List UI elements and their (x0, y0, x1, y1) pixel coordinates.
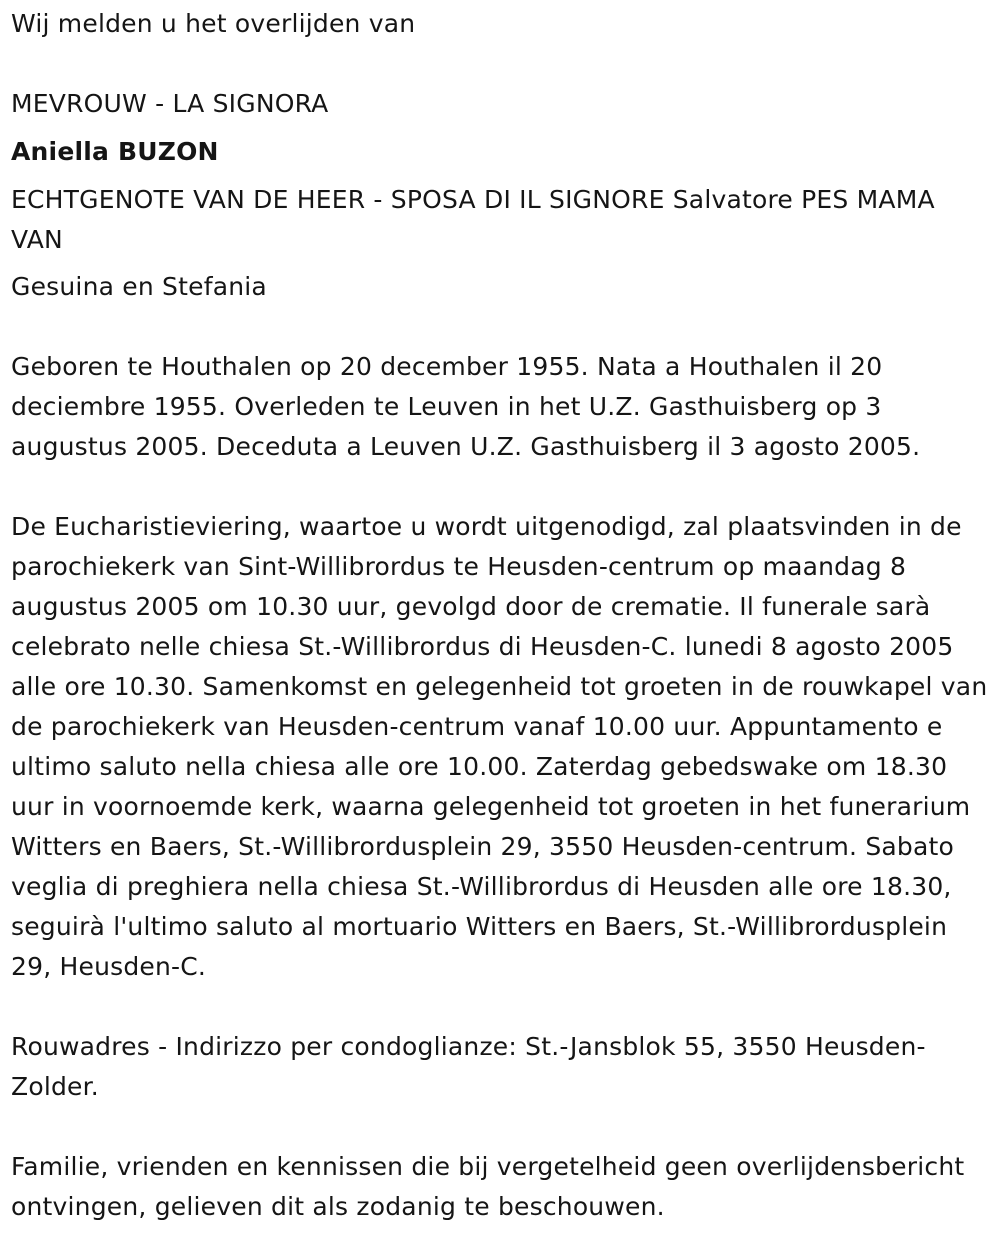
death-notice (11, 4, 991, 1227)
intro-text: Wij melden u het overlijden van (11, 9, 416, 38)
ceremony-paragraph: De Eucharistieviering, waartoe u wordt uitgenodigd, zal plaatsvinden in de parochiekerk van Sint-Willibrordus te Heusden-centrum op maandag 8 augustus 2005 om 10.30 uur, gevolgd door de crematie. Il funerale sarà celebrato nelle chiesa St.-Willibrordus di Heusden-C. lunedi 8 agosto 2005 alle ore 10.30. Samenkomst en gelegenheid tot groeten in de rouwkapel van de parochiekerk van Heusden-centrum vanaf 10.00 uur. Appuntamento e ultimo saluto nella chiesa alle ore 10.00. Zaterdag gebedswake om 18.30 uur in voornoemde kerk, waarna gelegenheid tot groeten in het funerarium Witters en Baers, St.-Willibrordusplein 29, 3550 Heusden-centrum. Sabato veglia di preghiera nella chiesa St.-Willibrordus di Heusden alle ore 18.30, seguirà l'ultimo saluto al mortuario Witters en Baers, St.-Willibrordusplein 29, Heusden-C. (11, 512, 988, 981)
birth-death-paragraph: Geboren te Houthalen op 20 december 1955. Nata a Houthalen il 20 deciembre 1955. Overleden te Leuven in het U.Z. Gasthuisberg op 3 augustus 2005. Deceduta a Leuven U.Z. Gasthuisberg il 3 agosto 2005. (11, 352, 921, 461)
spouse-text: ECHTGENOTE VAN DE HEER - SPOSA DI IL SIGNORE Salvatore PES MAMA VAN (11, 185, 935, 254)
deceased-title: MEVROUW - LA SIGNORA (11, 89, 329, 118)
deceased-name: Aniella BUZON (11, 137, 219, 166)
condolence-address: Rouwadres - Indirizzo per condoglianze: St.-Jansblok 55, 3550 Heusden-Zolder. (11, 1032, 926, 1101)
children-text: Gesuina en Stefania (11, 272, 267, 301)
closing-paragraph: Familie, vrienden en kennissen die bij vergetelheid geen overlijdensbericht ontvingen, gelieven dit als zodanig te beschouwen. (11, 1152, 965, 1221)
